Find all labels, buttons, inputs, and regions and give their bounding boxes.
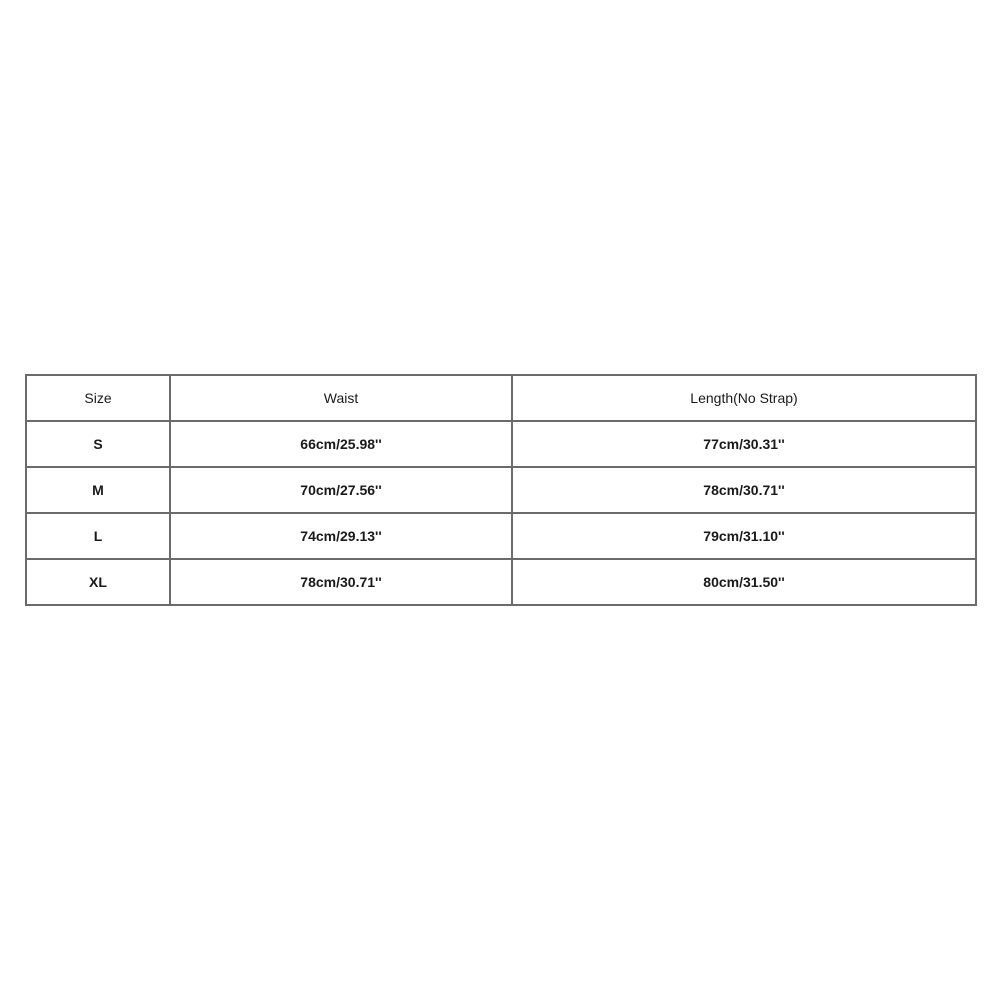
cell-length: 80cm/31.50'' bbox=[512, 559, 976, 605]
cell-waist: 70cm/27.56'' bbox=[170, 467, 512, 513]
header-waist: Waist bbox=[170, 375, 512, 421]
header-row bbox=[26, 375, 976, 421]
cell-size: XL bbox=[26, 559, 170, 605]
cell-length: 78cm/30.71'' bbox=[512, 467, 976, 513]
cell-waist: 74cm/29.13'' bbox=[170, 513, 512, 559]
table-body bbox=[26, 421, 976, 605]
header-length: Length(No Strap) bbox=[512, 375, 976, 421]
cell-size: M bbox=[26, 467, 170, 513]
size-chart-table bbox=[25, 374, 977, 606]
cell-length: 77cm/30.31'' bbox=[512, 421, 976, 467]
table-header bbox=[26, 375, 976, 421]
table-row bbox=[26, 467, 976, 513]
table-row bbox=[26, 421, 976, 467]
cell-waist: 66cm/25.98'' bbox=[170, 421, 512, 467]
cell-length: 79cm/31.10'' bbox=[512, 513, 976, 559]
cell-waist: 78cm/30.71'' bbox=[170, 559, 512, 605]
header-size: Size bbox=[26, 375, 170, 421]
table-row bbox=[26, 513, 976, 559]
cell-size: S bbox=[26, 421, 170, 467]
table-row bbox=[26, 559, 976, 605]
cell-size: L bbox=[26, 513, 170, 559]
